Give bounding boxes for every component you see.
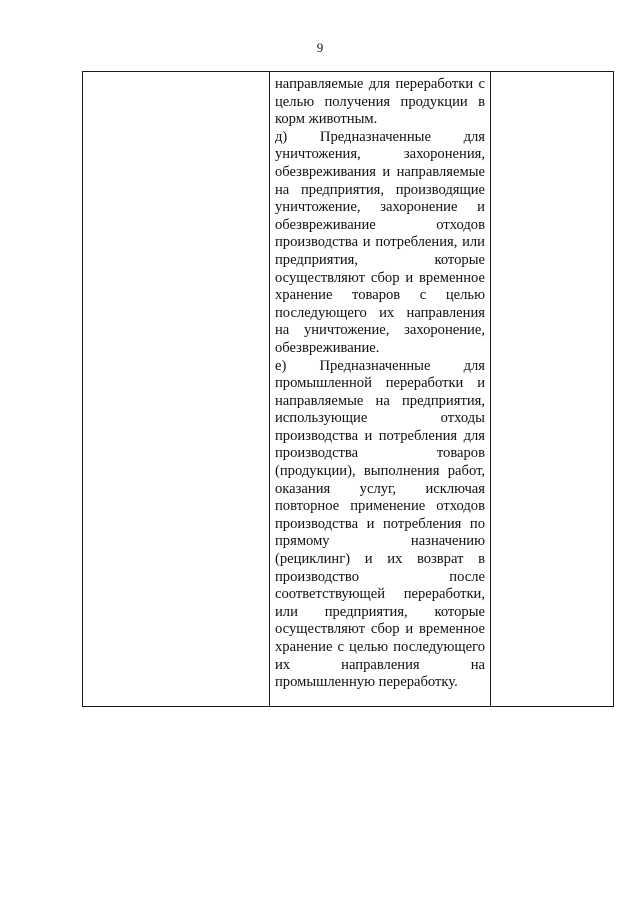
text-line: производства и потребления по xyxy=(275,515,485,532)
text-line: обезвреживание. xyxy=(275,339,380,356)
text-line: производства и потребления, или xyxy=(275,234,485,251)
text-line: (рециклинг) и их возврат в xyxy=(275,551,485,568)
text-line: осуществляют сбор и временное xyxy=(275,621,485,638)
text-line: хранение товаров с целью xyxy=(275,287,485,304)
table-cell-left xyxy=(83,72,270,707)
table-row xyxy=(83,72,614,707)
document-table xyxy=(82,71,614,707)
text-line: целью получения продукции в xyxy=(275,93,485,110)
table-cell-right xyxy=(491,72,614,707)
text-line: (продукции), выполнения работ, xyxy=(275,463,485,480)
text-line: на предприятия, производящие xyxy=(275,181,485,198)
text-line: направляемые для переработки с xyxy=(275,76,485,92)
table-cell-middle xyxy=(270,72,491,707)
text-line: соответствующей переработки, xyxy=(275,586,485,603)
text-line: на уничтожение, захоронение, xyxy=(275,322,485,339)
text-line: или предприятия, которые xyxy=(275,603,485,620)
text-line: корм животным. xyxy=(275,111,378,128)
text-line: прямому назначению xyxy=(275,533,485,550)
text-line: промышленной переработки и xyxy=(275,375,485,392)
text-line: производства товаров xyxy=(275,445,485,462)
text-line: обезвреживание отходов xyxy=(275,216,485,233)
text-line: последующего их направления xyxy=(275,304,485,321)
text-line: направляемые на предприятия, xyxy=(275,392,485,409)
text-line: производство после xyxy=(275,568,485,585)
text-line: их направления на xyxy=(275,656,485,673)
text-line: уничтожения, захоронения, xyxy=(275,146,485,163)
text-line: повторное применение отходов xyxy=(275,498,485,515)
text-line: е) Предназначенные для xyxy=(275,357,485,374)
page-number: 9 xyxy=(316,40,324,55)
text-line: промышленную переработку. xyxy=(275,674,458,691)
text-line: производства и потребления для xyxy=(275,427,485,444)
text-line: обезвреживания и направляемые xyxy=(275,163,485,180)
text-line: использующие отходы xyxy=(275,410,485,427)
text-line: предприятия, которые xyxy=(275,251,485,268)
text-line: оказания услуг, исключая xyxy=(275,480,485,497)
text-line: осуществляют сбор и временное xyxy=(275,269,485,286)
text-line: д) Предназначенные для xyxy=(275,128,485,145)
text-line: хранение с целью последующего xyxy=(275,639,485,655)
text-line: уничтожение, захоронение и xyxy=(275,199,485,216)
cell-text-block xyxy=(270,72,490,692)
